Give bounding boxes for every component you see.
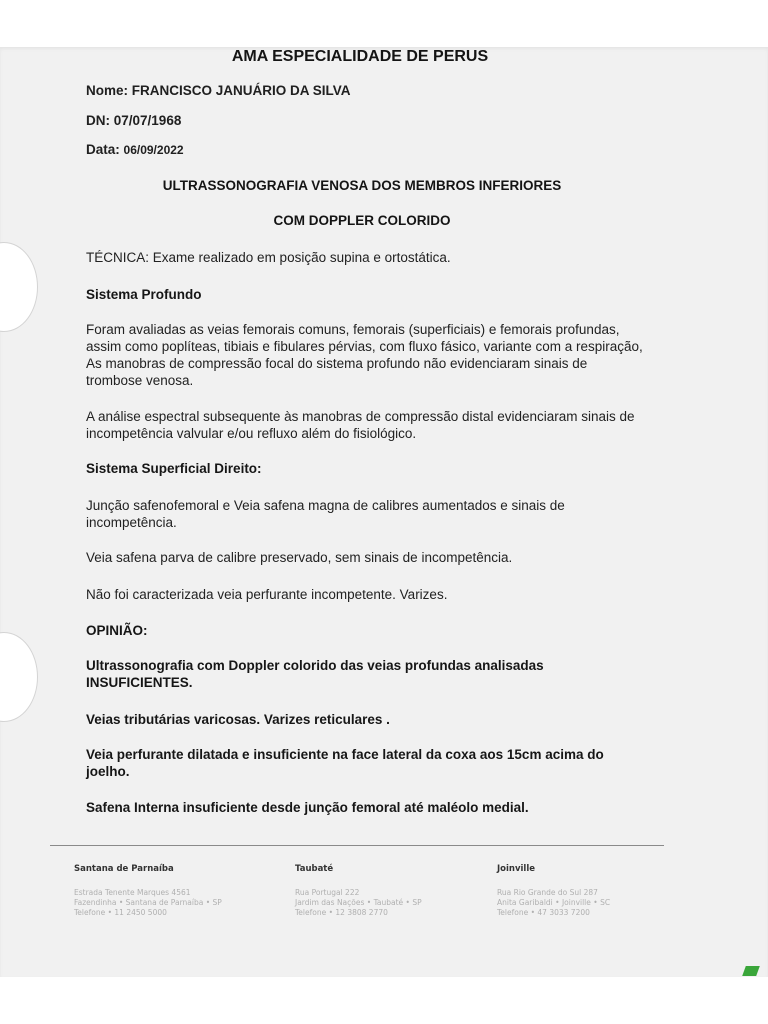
footer-district: Fazendinha • Santana de Parnaíba • SP [74, 898, 222, 907]
superficial-paragraph-1: Junção safenofemoral e Veia safena magna de calibres aumentados e sinais de incompetência. [86, 498, 565, 530]
exam-date-row [86, 142, 184, 157]
patient-name-label: Nome: [86, 83, 129, 98]
superficial-paragraph-2: Veia safena parva de calibre preservado, sem sinais de incompetência. [86, 550, 513, 565]
deep-system-heading: Sistema Profundo [86, 287, 202, 302]
footer-city: Joinville [497, 864, 536, 874]
footer-phone: Telefone • 47 3033 7200 [497, 908, 590, 917]
deep-system-paragraph-1: Foram avaliadas as veias femorais comuns, femorais (superficiais) e femorais profundas, assim como poplíteas, tibiais e fibulares pérvias, com fluxo fásico, variante com a respiração, As manobras de compressão focal do sistema profundo não evidenciaram sinais de trombose venosa. [86, 322, 643, 388]
opinion-item-2: Veias tributárias varicosas. Varizes reticulares . [86, 712, 390, 727]
opinion-item-3: Veia perfurante dilatada e insuficiente na face lateral da coxa aos 15cm acima do joelho. [86, 747, 604, 779]
superficial-paragraph-3: Não foi caracterizada veia perfurante incompetente. Varizes. [86, 587, 448, 602]
footer-district: Anita Garibaldi • Joinville • SC [497, 898, 611, 907]
opinion-item-4: Safena Interna insuficiente desde junção femoral até maléolo medial. [86, 800, 529, 815]
exam-date-value: 06/09/2022 [123, 143, 184, 157]
footer-divider [50, 845, 664, 846]
patient-name-value: FRANCISCO JANUÁRIO DA SILVA [131, 83, 351, 98]
clinic-title: AMA ESPECIALIDADE DE PERUS [231, 48, 489, 65]
opinion-item-1: Ultrassonografia com Doppler colorido das veias profundas analisadas INSUFICIENTES. [86, 658, 544, 690]
birth-date-label: DN: [86, 113, 110, 128]
exam-date-label: Data: [86, 142, 120, 157]
footer-phone: Telefone • 11 2450 5000 [74, 908, 167, 917]
footer-phone: Telefone • 12 3808 2770 [295, 908, 388, 917]
footer-street: Rua Rio Grande do Sul 287 [497, 888, 598, 897]
footer-address-taubate [295, 864, 495, 918]
footer-address-joinville [497, 864, 697, 918]
footer-address-santana [74, 864, 274, 918]
footer-city: Taubaté [295, 864, 334, 874]
superficial-system-heading: Sistema Superficial Direito: [86, 461, 262, 476]
exam-title-line1: ULTRASSONOGRAFIA VENOSA DOS MEMBROS INFERIORES [162, 178, 562, 193]
opinion-heading: OPINIÃO: [86, 623, 148, 638]
footer-street: Estrada Tenente Marques 4561 [74, 888, 191, 897]
technique-text: TÉCNICA: Exame realizado em posição supina e ortostática. [86, 250, 451, 265]
birth-date-value: 07/07/1968 [113, 113, 182, 128]
deep-system-paragraph-2: A análise espectral subsequente às manobras de compressão distal evidenciaram sinais de incompetência valvular e/ou refluxo além do fisiológico. [86, 409, 635, 441]
birth-date-row [86, 113, 181, 128]
footer-district: Jardim das Nações • Taubaté • SP [295, 898, 422, 907]
footer-street: Rua Portugal 222 [295, 888, 360, 897]
exam-title-line2: COM DOPPLER COLORIDO [273, 213, 451, 228]
patient-name-row [86, 83, 351, 98]
footer-city: Santana de Parnaíba [74, 864, 174, 874]
